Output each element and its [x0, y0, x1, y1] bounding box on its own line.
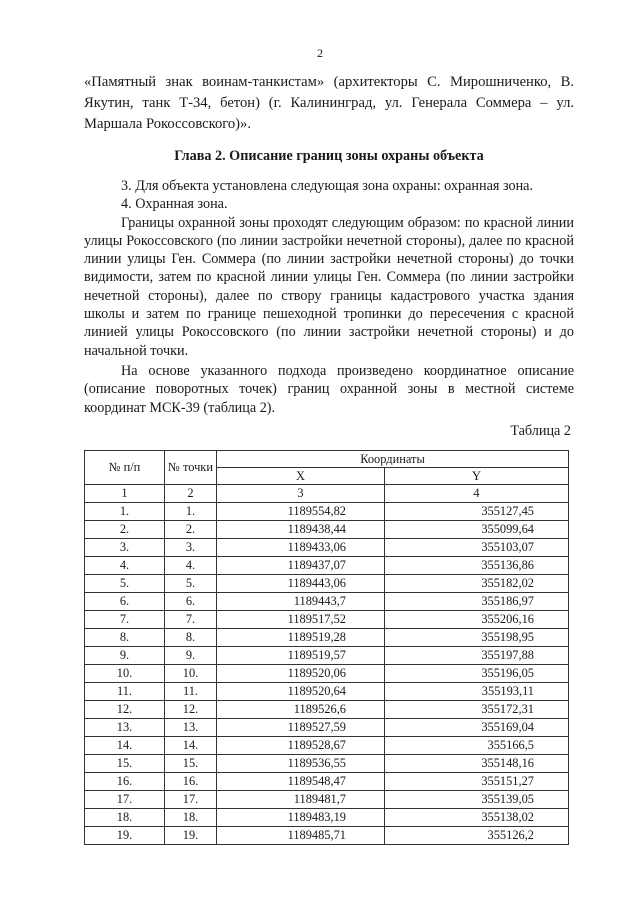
y-coordinate-cell: 355139,05: [385, 791, 569, 809]
table-caption: Таблица 2: [510, 423, 571, 439]
point-number-cell: 18.: [165, 809, 217, 827]
x-coordinate-cell: 1189481,7: [217, 791, 385, 809]
paragraph-boundary-description: Границы охранной зоны проходят следующим образом: по красной линии улицы Рокоссовского (по линии застройки нечетной стороны), далее по красной линии улицы Ген. Соммера (по линии застройки нечетной стороны) до точки видимости, затем по красной линии улицы Ген. Соммера (по линии застройки нечетной стороны), далее по створу границы кадастрового участка здания школы и затем по границе пешеходной тропинки до пересечения с красной линией улицы Рокоссовского (по линии застройки нечетной стороны) и до начальной точки.: [84, 214, 574, 359]
y-coordinate-cell: 355148,16: [385, 755, 569, 773]
row-number-cell: 6.: [85, 593, 165, 611]
header-y: Y: [385, 468, 569, 485]
body-text: [84, 177, 574, 417]
table-row: [85, 611, 569, 629]
table-row: [85, 719, 569, 737]
y-coordinate-cell: 355103,07: [385, 539, 569, 557]
point-number-cell: 7.: [165, 611, 217, 629]
coordinates-table: [84, 450, 569, 845]
table-row: [85, 791, 569, 809]
x-coordinate-cell: 1189438,44: [217, 521, 385, 539]
row-number-cell: 14.: [85, 737, 165, 755]
row-number-cell: 2.: [85, 521, 165, 539]
point-number-cell: 11.: [165, 683, 217, 701]
paragraph-zone-title: 4. Охранная зона.: [121, 196, 228, 213]
x-coordinate-cell: 1189485,71: [217, 827, 385, 845]
index-cell: 3: [217, 485, 385, 503]
point-number-cell: 2.: [165, 521, 217, 539]
table-row: [85, 629, 569, 647]
chapter-heading: Глава 2. Описание границ зоны охраны объекта: [174, 148, 484, 164]
x-coordinate-cell: 1189520,64: [217, 683, 385, 701]
paragraph-coordinates-intro: На основе указанного подхода произведено координатное описание (описание поворотных точек) границ охранной зоны в местной системе координат МСК-39 (таблица 2).: [84, 362, 574, 416]
y-coordinate-cell: 355127,45: [385, 503, 569, 521]
row-number-cell: 1.: [85, 503, 165, 521]
table-row: [85, 503, 569, 521]
table-row: [85, 575, 569, 593]
row-number-cell: 12.: [85, 701, 165, 719]
y-coordinate-cell: 355186,97: [385, 593, 569, 611]
y-coordinate-cell: 355126,2: [385, 827, 569, 845]
y-coordinate-cell: 355166,5: [385, 737, 569, 755]
row-number-cell: 9.: [85, 647, 165, 665]
y-coordinate-cell: 355197,88: [385, 647, 569, 665]
row-number-cell: 4.: [85, 557, 165, 575]
y-coordinate-cell: 355182,02: [385, 575, 569, 593]
point-number-cell: 14.: [165, 737, 217, 755]
row-number-cell: 8.: [85, 629, 165, 647]
point-number-cell: 6.: [165, 593, 217, 611]
paragraph-zone-type: 3. Для объекта установлена следующая зона охраны: охранная зона.: [121, 178, 534, 194]
point-number-cell: 3.: [165, 539, 217, 557]
point-number-cell: 17.: [165, 791, 217, 809]
row-number-cell: 17.: [85, 791, 165, 809]
row-number-cell: 18.: [85, 809, 165, 827]
row-number-cell: 7.: [85, 611, 165, 629]
index-cell: 2: [165, 485, 217, 503]
table-row: [85, 557, 569, 575]
table-row: [85, 755, 569, 773]
index-cell: 4: [385, 485, 569, 503]
table-row: [85, 539, 569, 557]
y-coordinate-cell: 355099,64: [385, 521, 569, 539]
table-row: [85, 683, 569, 701]
table-row: [85, 521, 569, 539]
point-number-cell: 1.: [165, 503, 217, 521]
y-coordinate-cell: 355169,04: [385, 719, 569, 737]
y-coordinate-cell: 355138,02: [385, 809, 569, 827]
header-point-number: № точки: [165, 451, 217, 485]
page-number: 2: [317, 46, 323, 60]
x-coordinate-cell: 1189443,06: [217, 575, 385, 593]
header-coordinates: Координаты: [217, 451, 569, 468]
point-number-cell: 4.: [165, 557, 217, 575]
point-number-cell: 12.: [165, 701, 217, 719]
y-coordinate-cell: 355196,05: [385, 665, 569, 683]
intro-paragraph: «Памятный знак воинам-танкистам» (архитекторы С. Мирошниченко, В. Якутин, танк Т-34, бетон) (г. Калининград, ул. Генерала Соммера – ул. Маршала Рокоссовского)».: [84, 74, 574, 132]
table-row: [85, 593, 569, 611]
row-number-cell: 13.: [85, 719, 165, 737]
y-coordinate-cell: 355136,86: [385, 557, 569, 575]
x-coordinate-cell: 1189527,59: [217, 719, 385, 737]
x-coordinate-cell: 1189519,28: [217, 629, 385, 647]
x-coordinate-cell: 1189548,47: [217, 773, 385, 791]
x-coordinate-cell: 1189519,57: [217, 647, 385, 665]
x-coordinate-cell: 1189483,19: [217, 809, 385, 827]
point-number-cell: 16.: [165, 773, 217, 791]
table-row: [85, 737, 569, 755]
point-number-cell: 5.: [165, 575, 217, 593]
x-coordinate-cell: 1189528,67: [217, 737, 385, 755]
x-coordinate-cell: 1189536,55: [217, 755, 385, 773]
row-number-cell: 15.: [85, 755, 165, 773]
table-row: [85, 809, 569, 827]
x-coordinate-cell: 1189443,7: [217, 593, 385, 611]
x-coordinate-cell: 1189437,07: [217, 557, 385, 575]
point-number-cell: 15.: [165, 755, 217, 773]
x-coordinate-cell: 1189517,52: [217, 611, 385, 629]
table-row: [85, 647, 569, 665]
row-number-cell: 5.: [85, 575, 165, 593]
table-row: [85, 701, 569, 719]
row-number-cell: 10.: [85, 665, 165, 683]
x-coordinate-cell: 1189554,82: [217, 503, 385, 521]
index-cell: 1: [85, 485, 165, 503]
y-coordinate-cell: 355198,95: [385, 629, 569, 647]
point-number-cell: 10.: [165, 665, 217, 683]
row-number-cell: 11.: [85, 683, 165, 701]
y-coordinate-cell: 355206,16: [385, 611, 569, 629]
point-number-cell: 13.: [165, 719, 217, 737]
point-number-cell: 8.: [165, 629, 217, 647]
row-number-cell: 3.: [85, 539, 165, 557]
table-body: [85, 503, 569, 845]
y-coordinate-cell: 355151,27: [385, 773, 569, 791]
row-number-cell: 19.: [85, 827, 165, 845]
x-coordinate-cell: 1189433,06: [217, 539, 385, 557]
table-row: [85, 665, 569, 683]
y-coordinate-cell: 355172,31: [385, 701, 569, 719]
header-x: X: [217, 468, 385, 485]
x-coordinate-cell: 1189520,06: [217, 665, 385, 683]
point-number-cell: 19.: [165, 827, 217, 845]
table-row: [85, 773, 569, 791]
point-number-cell: 9.: [165, 647, 217, 665]
table-row: [85, 827, 569, 845]
y-coordinate-cell: 355193,11: [385, 683, 569, 701]
row-number-cell: 16.: [85, 773, 165, 791]
x-coordinate-cell: 1189526,6: [217, 701, 385, 719]
header-row-number: № п/п: [85, 451, 165, 485]
